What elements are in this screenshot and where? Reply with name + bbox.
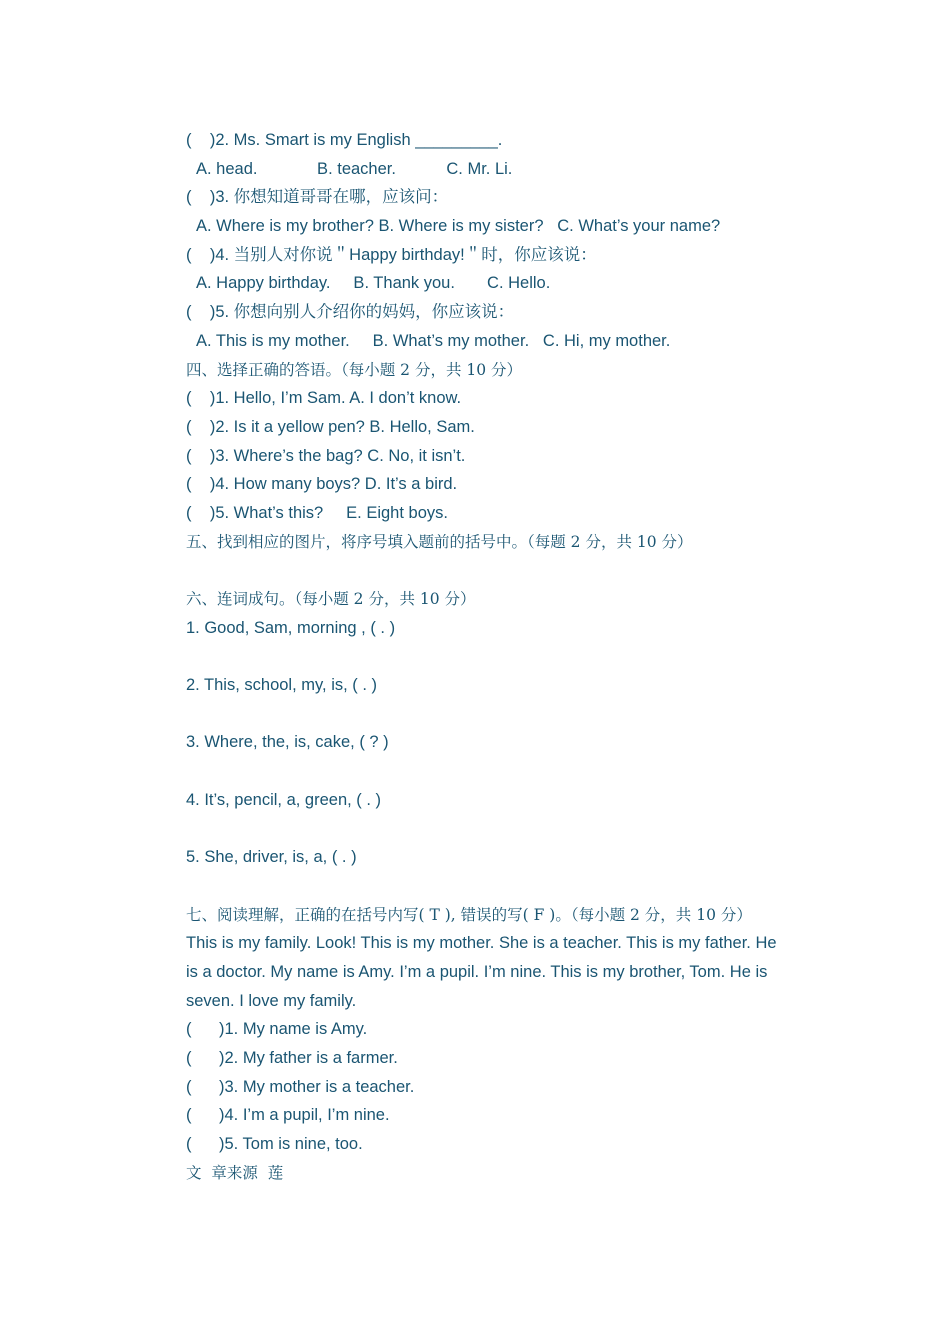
word-order-item: 4. It’s, pencil, a, green, ( . ) <box>186 790 382 809</box>
answer-options: A. Where is my brother? B. Where is my sister? C. What’s your name? <box>196 217 721 236</box>
answer-options: A. head. B. teacher. C. Mr. Li. <box>196 159 513 178</box>
document-page <box>186 126 826 1187</box>
word-order-item: 1. Good, Sam, morning , ( . ) <box>186 618 396 637</box>
blank-line <box>186 642 826 671</box>
matching-item: ( )1. Hello, I’m Sam. A. I don’t know. <box>186 389 462 408</box>
matching-item: ( )2. Is it a yellow pen? B. Hello, Sam. <box>186 417 475 436</box>
blank-line <box>186 757 826 786</box>
matching-item: ( )5. What’s this? E. Eight boys. <box>186 503 448 522</box>
question-line: ( )3. 你想知道哥哥在哪，应该问： <box>186 188 449 207</box>
blank-line <box>186 815 826 844</box>
answer-options: A. Happy birthday. B. Thank you. C. Hello. <box>196 274 551 293</box>
true-false-item: ( )4. I’m a pupil, I’m nine. <box>186 1106 390 1125</box>
question-line: ( )4. 当别人对你说＂Happy birthday!＂时，你应该说： <box>186 245 597 264</box>
question-line: ( )2. Ms. Smart is my English _________. <box>186 131 503 149</box>
section-heading-5: 五、找到相应的图片，将序号填入题前的括号中。（每题 2 分，共 10 分） <box>186 532 693 551</box>
matching-item: ( )3. Where’s the bag? C. No, it isn’t. <box>186 446 466 465</box>
section-heading-6: 六、连词成句。（每小题 2 分，共 10 分） <box>186 590 476 608</box>
reading-passage-line: is a doctor. My name is Amy. I’m a pupil. I’m nine. This is my brother, Tom. He is <box>186 962 768 981</box>
blank-line <box>186 556 826 585</box>
question-line: ( )5. 你想向别人介绍你的妈妈，你应该说： <box>186 303 515 322</box>
true-false-item: ( )2. My father is a farmer. <box>186 1049 398 1067</box>
reading-passage-line: seven. I love my family. <box>186 991 357 1010</box>
source-note: 文 章来源 莲 <box>186 1163 284 1182</box>
word-order-item: 3. Where, the, is, cake, ( ? ) <box>186 733 389 752</box>
section-heading-4: 四、选择正确的答语。（每小题 2 分，共 10 分） <box>186 360 523 379</box>
matching-item: ( )4. How many boys? D. It’s a bird. <box>186 475 458 494</box>
true-false-item: ( )3. My mother is a teacher. <box>186 1077 415 1096</box>
blank-line <box>186 700 826 729</box>
blank-line <box>186 872 826 901</box>
word-order-item: 5. She, driver, is, a, ( . ) <box>186 848 357 867</box>
true-false-item: ( )5. Tom is nine, too. <box>186 1135 363 1154</box>
word-order-item: 2. This, school, my, is, ( . ) <box>186 676 378 695</box>
section-heading-7: 七、阅读理解，正确的在括号内写( T ), 错误的写( F )。（每小题 2 分，共 10 分） <box>186 905 752 924</box>
answer-options: A. This is my mother. B. What’s my mother. C. Hi, my mother. <box>196 331 671 350</box>
reading-passage-line: This is my family. Look! This is my mother. She is a teacher. This is my father. He <box>186 934 777 953</box>
true-false-item: ( )1. My name is Amy. <box>186 1020 368 1039</box>
